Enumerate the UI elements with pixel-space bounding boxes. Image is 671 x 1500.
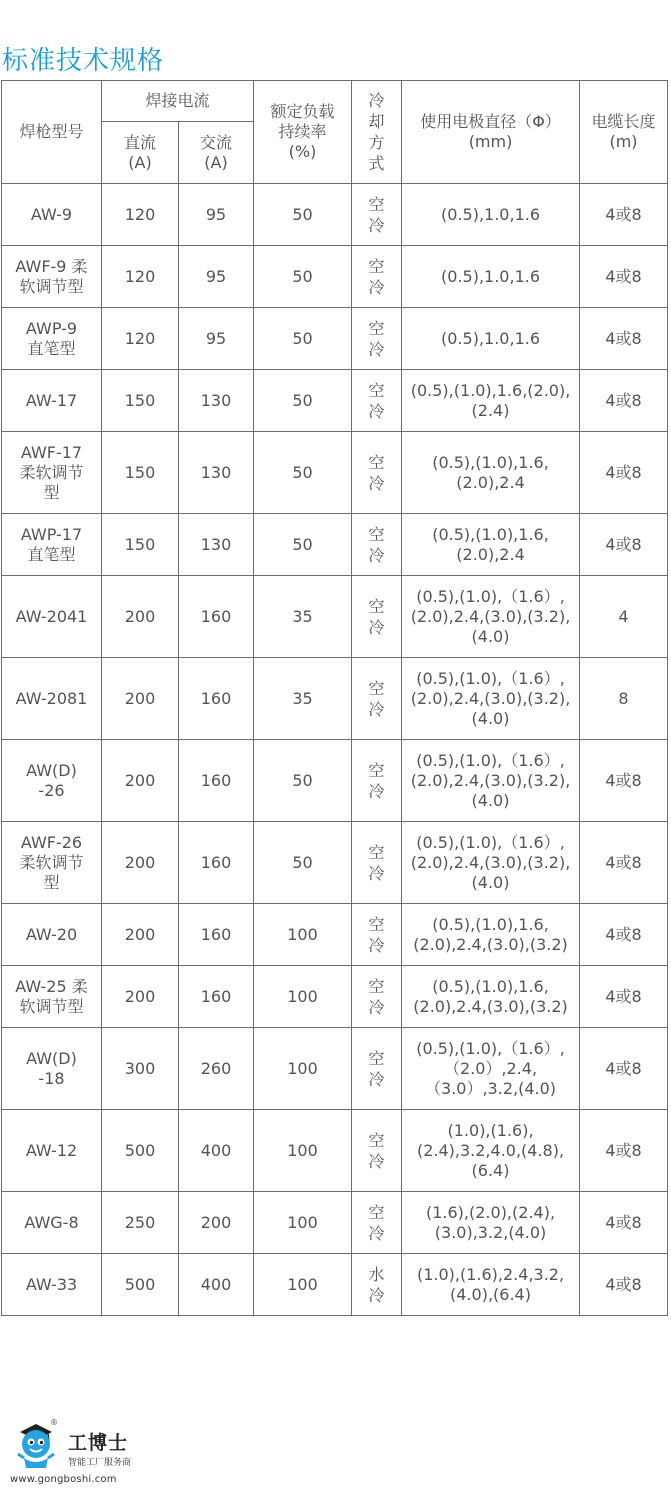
cell-duty — [254, 740, 352, 822]
cell-dc-text: 500 — [124, 1274, 156, 1294]
cell-electrode-text: (0.5),(1.0),1.6, (2.0),2.4,(3.0),(3.2) — [413, 914, 568, 954]
cell-model-text: AW-2041 — [15, 606, 88, 626]
cell-cooling — [352, 1028, 402, 1110]
table-row — [2, 432, 668, 514]
cell-duty — [254, 576, 352, 658]
cell-duty-text: 35 — [292, 606, 313, 626]
cell-cable-text: 4或8 — [605, 328, 642, 348]
cell-cooling-text: 水冷 — [368, 1264, 385, 1305]
cell-cable-text: 4或8 — [605, 1274, 642, 1294]
cell-dc — [102, 1110, 179, 1192]
header-cable: 电缆长度 (m) — [580, 81, 668, 184]
cell-model-text: AWF-26 柔软调节 型 — [19, 832, 84, 892]
cell-duty — [254, 1254, 352, 1316]
cell-dc — [102, 514, 179, 576]
cell-model-text: AWP-9 直笔型 — [25, 318, 78, 358]
cell-electrode-text: (0.5),1.0,1.6 — [441, 266, 541, 286]
cell-cable-text: 4或8 — [605, 534, 642, 554]
cell-cooling-text: 空冷 — [368, 318, 385, 359]
cell-electrode — [402, 1028, 580, 1110]
cell-ac-text: 400 — [200, 1274, 232, 1294]
cell-model — [2, 1192, 102, 1254]
cell-electrode — [402, 822, 580, 904]
cell-cable — [580, 576, 668, 658]
cell-cable — [580, 822, 668, 904]
cell-cable — [580, 432, 668, 514]
cell-dc-text: 200 — [124, 852, 156, 872]
cell-electrode-text: (1.6),(2.0),(2.4), (3.0),3.2,(4.0) — [425, 1202, 556, 1242]
cell-duty — [254, 966, 352, 1028]
cell-cable-text: 4 — [618, 606, 629, 626]
table-row — [2, 1110, 668, 1192]
cell-electrode-text: (0.5),(1.0),（1.6）, （2.0）,2.4, （3.0）,3.2,(4.0) — [416, 1038, 565, 1098]
cell-cable-text: 4或8 — [605, 1212, 642, 1232]
cell-duty-text: 100 — [287, 1212, 318, 1232]
cell-cooling-text: 空冷 — [368, 1048, 385, 1089]
cell-duty — [254, 308, 352, 370]
cell-duty-text: 50 — [292, 462, 313, 482]
cell-dc-text: 150 — [124, 462, 156, 482]
cell-model — [2, 1110, 102, 1192]
cell-cooling — [352, 576, 402, 658]
cell-model-text: AWG-8 — [24, 1212, 79, 1232]
cell-ac-text: 130 — [200, 462, 232, 482]
cell-ac — [179, 370, 254, 432]
cell-cooling — [352, 308, 402, 370]
cell-duty — [254, 514, 352, 576]
cell-ac — [179, 740, 254, 822]
table-row — [2, 904, 668, 966]
cell-dc-text: 200 — [124, 770, 156, 790]
cell-dc-text: 300 — [124, 1058, 156, 1078]
cell-cooling — [352, 1110, 402, 1192]
cell-model-text: AW-9 — [30, 204, 73, 224]
table-row — [2, 658, 668, 740]
table-row — [2, 246, 668, 308]
cell-duty — [254, 822, 352, 904]
cell-duty — [254, 184, 352, 246]
cell-duty-text: 50 — [292, 852, 313, 872]
cell-dc — [102, 246, 179, 308]
cell-electrode-text: (0.5),(1.0),1.6,(2.0), (2.4) — [410, 380, 571, 420]
cell-cable-text: 4或8 — [605, 1140, 642, 1160]
cell-electrode — [402, 658, 580, 740]
header-ac: 交流 (A) — [179, 122, 254, 184]
cell-model-text: AWF-9 柔 软调节型 — [15, 256, 88, 296]
cell-electrode — [402, 1110, 580, 1192]
cell-cooling-text: 空冷 — [368, 524, 385, 565]
cell-cooling — [352, 966, 402, 1028]
cell-dc-text: 120 — [124, 328, 156, 348]
cell-cable — [580, 1192, 668, 1254]
cell-ac — [179, 576, 254, 658]
spec-table — [1, 80, 668, 1316]
cell-dc-text: 200 — [124, 986, 156, 1006]
cell-cable-text: 4或8 — [605, 770, 642, 790]
registered-mark: ® — [50, 1418, 58, 1427]
cell-duty-text: 100 — [287, 1140, 318, 1160]
cell-dc-text: 120 — [124, 266, 156, 286]
cell-model-text: AW-17 — [25, 390, 78, 410]
cell-cooling-text: 空冷 — [368, 1202, 385, 1243]
cell-ac — [179, 246, 254, 308]
cell-model-text: AWF-17 柔软调节 型 — [19, 442, 84, 502]
cell-ac — [179, 514, 254, 576]
cell-cable — [580, 1110, 668, 1192]
cell-model — [2, 184, 102, 246]
logo-slogan: 智能工厂服务商 — [68, 1458, 132, 1468]
cell-ac — [179, 658, 254, 740]
cell-model — [2, 246, 102, 308]
cell-cable — [580, 658, 668, 740]
cell-ac-text: 130 — [200, 534, 232, 554]
cell-model-text: AW-25 柔 软调节型 — [15, 976, 88, 1016]
table-row — [2, 822, 668, 904]
cell-cooling-text: 空冷 — [368, 678, 385, 719]
cell-electrode-text: (1.0),(1.6),2.4,3.2, (4.0),(6.4) — [416, 1264, 565, 1304]
cell-cable — [580, 308, 668, 370]
cell-ac — [179, 904, 254, 966]
table-row — [2, 514, 668, 576]
cell-cooling-text: 空冷 — [368, 1130, 385, 1171]
cell-model-text: AW(D) -18 — [26, 1048, 77, 1088]
cell-duty — [254, 1028, 352, 1110]
cell-model — [2, 822, 102, 904]
header-dc: 直流 (A) — [102, 122, 179, 184]
cell-cable — [580, 370, 668, 432]
cell-ac — [179, 1110, 254, 1192]
cell-ac-text: 400 — [200, 1140, 232, 1160]
header-duty: 额定负载 持续率 (%) — [254, 81, 352, 184]
cell-cooling — [352, 822, 402, 904]
cell-electrode — [402, 432, 580, 514]
cell-duty-text: 50 — [292, 266, 313, 286]
cell-cooling-text: 空冷 — [368, 380, 385, 421]
header-current: 焊接电流 — [102, 81, 254, 122]
cell-cable-text: 4或8 — [605, 1058, 642, 1078]
cell-ac-text: 160 — [200, 986, 232, 1006]
cell-dc-text: 200 — [124, 606, 156, 626]
cell-ac-text: 160 — [200, 770, 232, 790]
cell-cooling — [352, 432, 402, 514]
table-row — [2, 184, 668, 246]
logo-url: www.gongboshi.com — [10, 1474, 117, 1485]
cell-model — [2, 370, 102, 432]
cell-ac-text: 200 — [200, 1212, 232, 1232]
cell-cable-text: 4或8 — [605, 924, 642, 944]
table-row — [2, 966, 668, 1028]
cell-electrode — [402, 1192, 580, 1254]
cell-duty — [254, 1110, 352, 1192]
cell-electrode-text: (0.5),(1.0),（1.6）, (2.0),2.4,(3.0),(3.2), (4.0) — [410, 586, 571, 646]
table-row — [2, 740, 668, 822]
cell-cooling-text: 空冷 — [368, 596, 385, 637]
cell-electrode-text: (0.5),(1.0),（1.6）, (2.0),2.4,(3.0),(3.2), (4.0) — [410, 668, 571, 728]
cell-ac-text: 95 — [205, 204, 227, 224]
cell-dc-text: 150 — [124, 534, 156, 554]
cell-ac — [179, 966, 254, 1028]
cell-dc — [102, 1192, 179, 1254]
cell-electrode — [402, 966, 580, 1028]
cell-cable — [580, 184, 668, 246]
cell-dc — [102, 432, 179, 514]
cell-electrode — [402, 246, 580, 308]
cell-cooling — [352, 658, 402, 740]
cell-dc — [102, 308, 179, 370]
cell-duty-text: 50 — [292, 390, 313, 410]
header-model: 焊枪型号 — [2, 81, 102, 184]
table-row — [2, 1192, 668, 1254]
cell-cable-text: 8 — [618, 688, 629, 708]
cell-electrode — [402, 576, 580, 658]
cell-cooling — [352, 514, 402, 576]
cell-electrode-text: (0.5),(1.0),（1.6）, (2.0),2.4,(3.0),(3.2), (4.0) — [410, 832, 571, 892]
cell-ac-text: 160 — [200, 688, 232, 708]
cell-electrode-text: (0.5),(1.0),1.6, (2.0),2.4,(3.0),(3.2) — [413, 976, 568, 1016]
header-cooling: 冷却方式 — [352, 81, 402, 184]
cell-model — [2, 658, 102, 740]
cell-model-text: AW-20 — [25, 924, 78, 944]
cell-duty-text: 100 — [287, 924, 318, 944]
page-title: 标准技术规格 — [2, 46, 165, 76]
cell-duty-text: 35 — [292, 688, 313, 708]
cell-electrode — [402, 904, 580, 966]
cell-dc-text: 500 — [124, 1140, 156, 1160]
cell-cooling-text: 空冷 — [368, 194, 385, 235]
cell-cooling — [352, 246, 402, 308]
cell-model — [2, 1254, 102, 1316]
cell-cable — [580, 1254, 668, 1316]
table-row — [2, 1254, 668, 1316]
cell-model-text: AW-33 — [25, 1274, 78, 1294]
cell-duty — [254, 658, 352, 740]
cell-cable-text: 4或8 — [605, 986, 642, 1006]
cell-model — [2, 514, 102, 576]
cell-electrode — [402, 308, 580, 370]
cell-cable-text: 4或8 — [605, 852, 642, 872]
cell-ac-text: 160 — [200, 852, 232, 872]
cell-duty-text: 50 — [292, 534, 313, 554]
header-electrode: 使用电极直径（Φ） (mm) — [402, 81, 580, 184]
cell-electrode-text: (0.5),(1.0),（1.6）, (2.0),2.4,(3.0),(3.2), (4.0) — [410, 750, 571, 810]
cell-cooling — [352, 184, 402, 246]
cell-ac-text: 160 — [200, 606, 232, 626]
cell-duty-text: 50 — [292, 328, 313, 348]
cell-electrode-text: (1.0),(1.6), (2.4),3.2,4.0,(4.8), (6.4) — [416, 1120, 565, 1180]
table-row — [2, 1028, 668, 1110]
cell-model — [2, 1028, 102, 1110]
table-header — [2, 81, 668, 184]
table-row — [2, 576, 668, 658]
cell-electrode-text: (0.5),(1.0),1.6, (2.0),2.4 — [432, 524, 549, 564]
cell-model — [2, 904, 102, 966]
cell-dc — [102, 184, 179, 246]
cell-cooling — [352, 370, 402, 432]
cell-duty-text: 100 — [287, 1058, 318, 1078]
cell-model-text: AW(D) -26 — [26, 760, 77, 800]
cell-duty-text: 100 — [287, 1274, 318, 1294]
cell-cooling — [352, 1192, 402, 1254]
cell-cable-text: 4或8 — [605, 390, 642, 410]
cell-cooling — [352, 740, 402, 822]
cell-dc — [102, 740, 179, 822]
cell-model-text: AW-12 — [25, 1140, 78, 1160]
cell-ac — [179, 308, 254, 370]
cell-model — [2, 308, 102, 370]
cell-cable-text: 4或8 — [605, 462, 642, 482]
cell-cable-text: 4或8 — [605, 204, 642, 224]
cell-dc-text: 250 — [124, 1212, 156, 1232]
cell-cable — [580, 514, 668, 576]
cell-ac-text: 95 — [205, 328, 227, 348]
cell-model-text: AW-2081 — [15, 688, 88, 708]
cell-dc — [102, 658, 179, 740]
cell-cooling-text: 空冷 — [368, 914, 385, 955]
cell-model-text: AWP-17 直笔型 — [20, 524, 83, 564]
cell-duty-text: 50 — [292, 770, 313, 790]
logo-name: 工博士 — [68, 1432, 129, 1454]
cell-duty-text: 100 — [287, 986, 318, 1006]
cell-ac — [179, 1028, 254, 1110]
cell-cooling — [352, 904, 402, 966]
cell-dc-text: 120 — [124, 204, 156, 224]
cell-cable — [580, 904, 668, 966]
cell-dc — [102, 370, 179, 432]
cell-cooling-text: 空冷 — [368, 976, 385, 1017]
cell-electrode-text: (0.5),1.0,1.6 — [441, 204, 541, 224]
cell-ac-text: 160 — [200, 924, 232, 944]
company-logo — [10, 1418, 210, 1490]
cell-dc-text: 150 — [124, 390, 156, 410]
cell-cable-text: 4或8 — [605, 266, 642, 286]
cell-model — [2, 740, 102, 822]
cell-electrode — [402, 1254, 580, 1316]
cell-ac-text: 260 — [200, 1058, 232, 1078]
cell-electrode — [402, 370, 580, 432]
cell-ac — [179, 822, 254, 904]
table-body — [2, 184, 668, 1316]
cell-ac — [179, 1192, 254, 1254]
cell-model — [2, 576, 102, 658]
cell-electrode-text: (0.5),(1.0),1.6, (2.0),2.4 — [432, 452, 549, 492]
cell-duty — [254, 1192, 352, 1254]
cell-cable — [580, 1028, 668, 1110]
cell-duty — [254, 904, 352, 966]
cell-duty — [254, 246, 352, 308]
cell-cable — [580, 966, 668, 1028]
cell-dc — [102, 966, 179, 1028]
cell-ac-text: 95 — [205, 266, 227, 286]
cell-duty — [254, 370, 352, 432]
cell-duty-text: 50 — [292, 204, 313, 224]
cell-dc — [102, 904, 179, 966]
cell-dc-text: 200 — [124, 688, 156, 708]
cell-dc — [102, 1028, 179, 1110]
cell-electrode-text: (0.5),1.0,1.6 — [441, 328, 541, 348]
table-row — [2, 308, 668, 370]
cell-cooling — [352, 1254, 402, 1316]
cell-ac-text: 130 — [200, 390, 232, 410]
cell-ac — [179, 184, 254, 246]
cell-ac — [179, 1254, 254, 1316]
cell-cooling-text: 空冷 — [368, 256, 385, 297]
cell-cooling-text: 空冷 — [368, 452, 385, 493]
cell-duty — [254, 432, 352, 514]
cell-cooling-text: 空冷 — [368, 842, 385, 883]
cell-ac — [179, 432, 254, 514]
cell-electrode — [402, 514, 580, 576]
cell-dc — [102, 822, 179, 904]
cell-dc-text: 200 — [124, 924, 156, 944]
cell-electrode — [402, 740, 580, 822]
table-row — [2, 370, 668, 432]
cell-electrode — [402, 184, 580, 246]
cell-model — [2, 966, 102, 1028]
cell-model — [2, 432, 102, 514]
cell-dc — [102, 1254, 179, 1316]
cell-dc — [102, 576, 179, 658]
cell-cooling-text: 空冷 — [368, 760, 385, 801]
cell-cable — [580, 740, 668, 822]
cell-cable — [580, 246, 668, 308]
